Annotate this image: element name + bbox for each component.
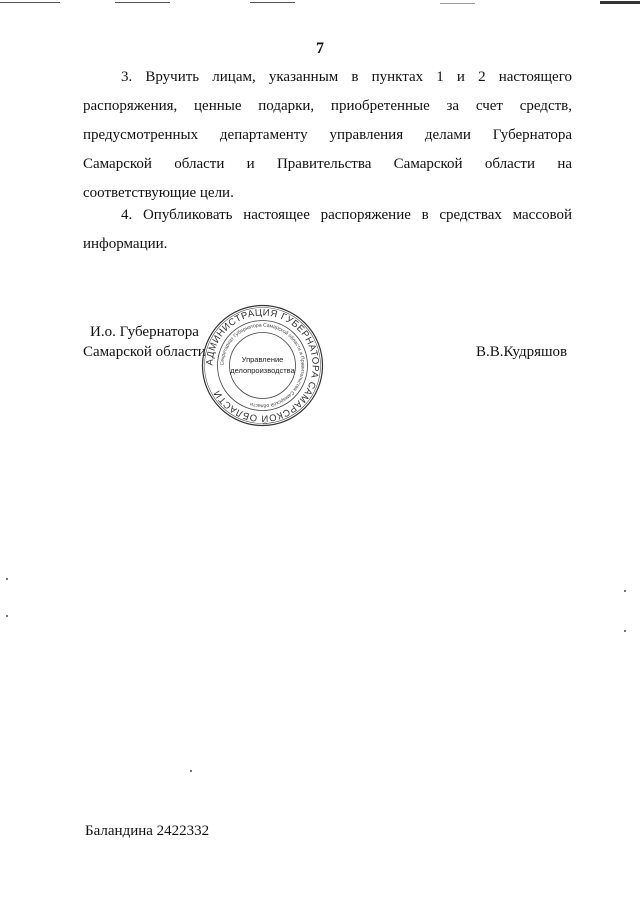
scan-artifact	[624, 630, 626, 632]
stamp-center-line: делопроизводства	[230, 366, 295, 375]
scan-artifact	[250, 2, 295, 3]
scan-artifact	[190, 770, 192, 772]
signatory-name: В.В.Кудряшов	[476, 344, 568, 360]
paragraph-line: информации.	[83, 236, 168, 252]
signatory-position-line: И.о. Губернатора	[90, 324, 199, 340]
signatory-position	[90, 322, 199, 343]
executor-contact: Баландина 2422332	[85, 823, 210, 839]
official-stamp	[200, 303, 325, 428]
stamp-center-line: Управление	[241, 355, 284, 364]
scan-artifact	[6, 615, 8, 617]
stamp-outer-text: АДМИНИСТРАЦИЯ ГУБЕРНАТОРА САМАРСКОЙ ОБЛАСТИ	[204, 307, 321, 424]
paragraph-line: соответствующие цели.	[83, 185, 234, 201]
scan-artifact	[6, 578, 8, 580]
paragraph-4	[83, 201, 572, 259]
paragraph-line: 4. Опубликовать настоящее распоряжение в средствах массовой	[121, 207, 572, 223]
scan-artifact	[624, 590, 626, 592]
paragraph-line: предусмотренных департаменту управления делами Губернатора	[83, 127, 572, 143]
scan-artifact	[115, 2, 170, 3]
paragraph-3	[83, 63, 572, 208]
stamp-inner-text: Секретариат Губернатора Самарской области и Правительства Самарской области	[219, 322, 306, 409]
scan-artifact	[440, 3, 475, 4]
paragraph-line: распоряжения, ценные подарки, приобретенные за счет средств,	[83, 98, 572, 114]
scan-artifact	[0, 2, 60, 3]
scan-artifact	[600, 1, 640, 4]
signatory-position-line: Самарской области	[83, 344, 206, 360]
signatory-region	[83, 342, 206, 363]
page-number: 7	[316, 40, 324, 57]
paragraph-line: 3. Вручить лицам, указанным в пунктах 1 и 2 настоящего	[121, 69, 572, 85]
paragraph-line: Самарской области и Правительства Самарской области на	[83, 156, 572, 172]
